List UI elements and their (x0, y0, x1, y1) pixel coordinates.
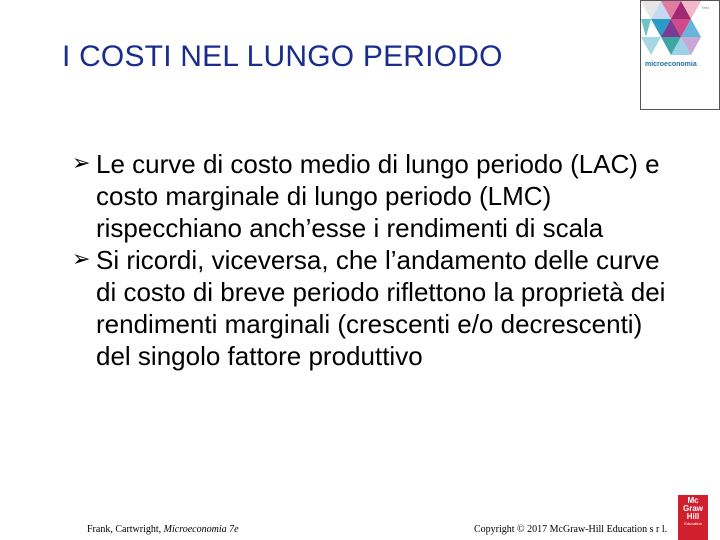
arrow-bullet-icon: ➢ (72, 151, 91, 176)
footer-author-names: Frank, Cartwright, (87, 524, 164, 535)
footer-authors (87, 524, 239, 535)
mcgraw-hill-logo (678, 495, 708, 540)
bullet-item (72, 244, 672, 372)
footer-copyright: Copyright © 2017 McGraw-Hill Education s r l. (474, 524, 668, 535)
cover-title: microeconomia (645, 61, 697, 68)
slide-title: I COSTI NEL LUNGO PERIODO (62, 40, 503, 73)
bullet-item (72, 148, 672, 244)
bullet-text: Le curve di costo medio di lungo periodo (LAC) e costo marginale di lungo periodo (LMC) rispecchiano anch’esse i rendimenti di scala (96, 149, 660, 243)
logo-line-graw: Graw (682, 504, 703, 513)
arrow-bullet-icon: ➢ (72, 247, 91, 272)
logo-line-mc: Mc (687, 496, 699, 505)
cover-edition: 7/ed (701, 5, 709, 10)
book-cover-image (640, 0, 720, 110)
logo-line-hill: Hill (686, 512, 700, 521)
bullet-text: Si ricordi, viceversa, che l’andamento delle curve di costo di breve periodo riflettono la proprietà dei rendimenti marginali (crescenti e/o decrescenti) del singolo fattore produttivo (96, 245, 666, 371)
bullet-list (72, 148, 672, 372)
logo-line-education: Education (684, 521, 702, 526)
footer-book-title: Microeconomia 7e (163, 524, 239, 535)
